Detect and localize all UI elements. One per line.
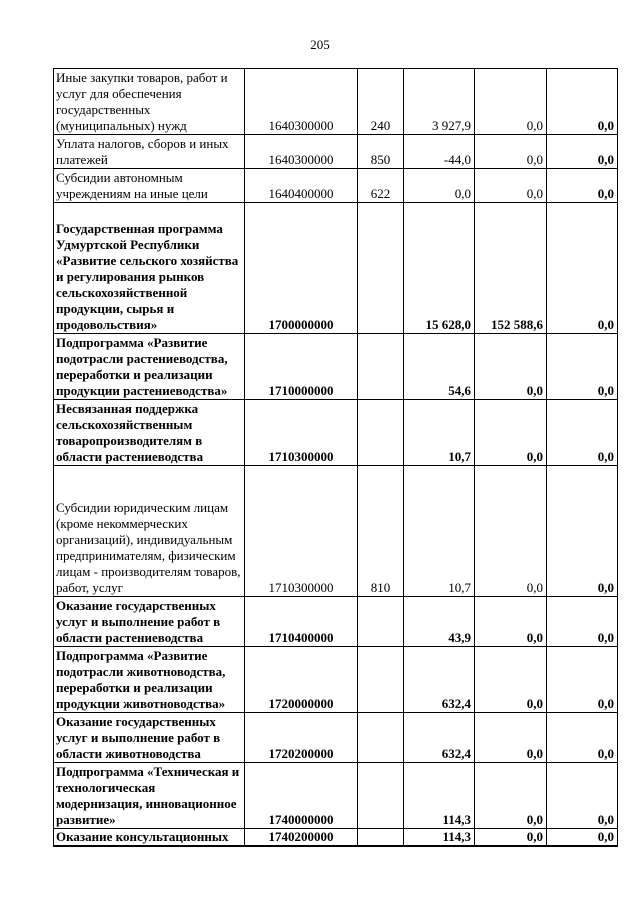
row-expense-type-cell [358,203,404,334]
row-amount-2-cell: 0,0 [475,69,547,135]
row-amount-3-cell: 0,0 [547,169,618,203]
table-row [54,334,618,400]
row-expense-type-cell [358,647,404,713]
row-code-cell: 1740000000 [245,763,358,829]
row-expense-type-cell [358,400,404,466]
row-amount-1-cell: 15 628,0 [404,203,475,334]
row-expense-type-cell: 850 [358,135,404,169]
table-row [54,135,618,169]
page-number: 205 [310,37,330,52]
table-row [54,829,618,847]
table-row [54,647,618,713]
row-amount-2-cell: 0,0 [475,829,547,847]
row-expense-type-cell [358,713,404,763]
row-amount-3-cell: 0,0 [547,400,618,466]
row-amount-3-cell: 0,0 [547,135,618,169]
row-expense-type-cell: 622 [358,169,404,203]
table-row [54,466,618,597]
row-code-cell: 1710300000 [245,466,358,597]
row-code-cell: 1640300000 [245,135,358,169]
table-row [54,400,618,466]
row-amount-3-cell: 0,0 [547,713,618,763]
row-amount-1-cell: 54,6 [404,334,475,400]
row-amount-2-cell: 0,0 [475,466,547,597]
row-amount-2-cell: 0,0 [475,334,547,400]
row-amount-1-cell: 632,4 [404,713,475,763]
row-amount-2-cell: 152 588,6 [475,203,547,334]
table-row [54,597,618,647]
row-name-cell: Субсидии юридическим лицам (кроме некоммерческих организаций), индивидуальным предпринимателям, физическим лицам - производителям товаров, работ, услуг [54,466,245,597]
row-expense-type-cell [358,334,404,400]
row-amount-3-cell: 0,0 [547,829,618,847]
row-code-cell: 1710000000 [245,334,358,400]
budget-table [53,68,618,847]
table-row [54,169,618,203]
row-name-cell: Оказание консультационных [54,829,245,847]
row-amount-3-cell: 0,0 [547,763,618,829]
table-row [54,713,618,763]
row-amount-1-cell: -44,0 [404,135,475,169]
table-row [54,203,618,334]
row-expense-type-cell [358,763,404,829]
row-amount-1-cell: 10,7 [404,400,475,466]
row-code-cell: 1700000000 [245,203,358,334]
row-amount-3-cell: 0,0 [547,647,618,713]
table-row [54,69,618,135]
row-amount-3-cell: 0,0 [547,203,618,334]
row-name-cell: Подпрограмма «Развитие подотрасли животноводства, переработки и реализации продукции животноводства» [54,647,245,713]
row-name-cell: Подпрограмма «Развитие подотрасли растениеводства, переработки и реализации продукции растениеводства» [54,334,245,400]
row-amount-1-cell: 632,4 [404,647,475,713]
row-code-cell: 1640300000 [245,69,358,135]
row-amount-1-cell: 3 927,9 [404,69,475,135]
row-amount-2-cell: 0,0 [475,713,547,763]
row-amount-2-cell: 0,0 [475,135,547,169]
row-expense-type-cell: 240 [358,69,404,135]
row-amount-1-cell: 114,3 [404,829,475,847]
row-amount-2-cell: 0,0 [475,169,547,203]
row-code-cell: 1640400000 [245,169,358,203]
row-name-cell: Оказание государственных услуг и выполнение работ в области растениеводства [54,597,245,647]
row-code-cell: 1720000000 [245,647,358,713]
row-name-cell: Субсидии автономным учреждениям на иные цели [54,169,245,203]
row-code-cell: 1710300000 [245,400,358,466]
row-amount-1-cell: 0,0 [404,169,475,203]
row-amount-2-cell: 0,0 [475,763,547,829]
row-amount-1-cell: 10,7 [404,466,475,597]
row-amount-2-cell: 0,0 [475,597,547,647]
row-amount-1-cell: 43,9 [404,597,475,647]
row-amount-3-cell: 0,0 [547,466,618,597]
row-amount-3-cell: 0,0 [547,69,618,135]
row-expense-type-cell [358,829,404,847]
row-code-cell: 1710400000 [245,597,358,647]
row-name-cell: Несвязанная поддержка сельскохозяйственным товаропроизводителям в области растениеводства [54,400,245,466]
row-name-cell: Оказание государственных услуг и выполнение работ в области животноводства [54,713,245,763]
row-expense-type-cell [358,597,404,647]
row-amount-2-cell: 0,0 [475,400,547,466]
row-name-cell: Иные закупки товаров, работ и услуг для обеспечения государственных (муниципальных) нужд [54,69,245,135]
row-amount-3-cell: 0,0 [547,334,618,400]
table-row [54,763,618,829]
row-amount-2-cell: 0,0 [475,647,547,713]
row-code-cell: 1720200000 [245,713,358,763]
row-name-cell: Подпрограмма «Техническая и технологическая модернизация, инновационное развитие» [54,763,245,829]
row-amount-1-cell: 114,3 [404,763,475,829]
row-name-cell: Уплата налогов, сборов и иных платежей [54,135,245,169]
row-name-cell: Государственная программа Удмуртской Республики «Развитие сельского хозяйства и регулирования рынков сельскохозяйственной продукции, сырья и продовольствия» [54,203,245,334]
row-expense-type-cell: 810 [358,466,404,597]
row-code-cell: 1740200000 [245,829,358,847]
row-amount-3-cell: 0,0 [547,597,618,647]
